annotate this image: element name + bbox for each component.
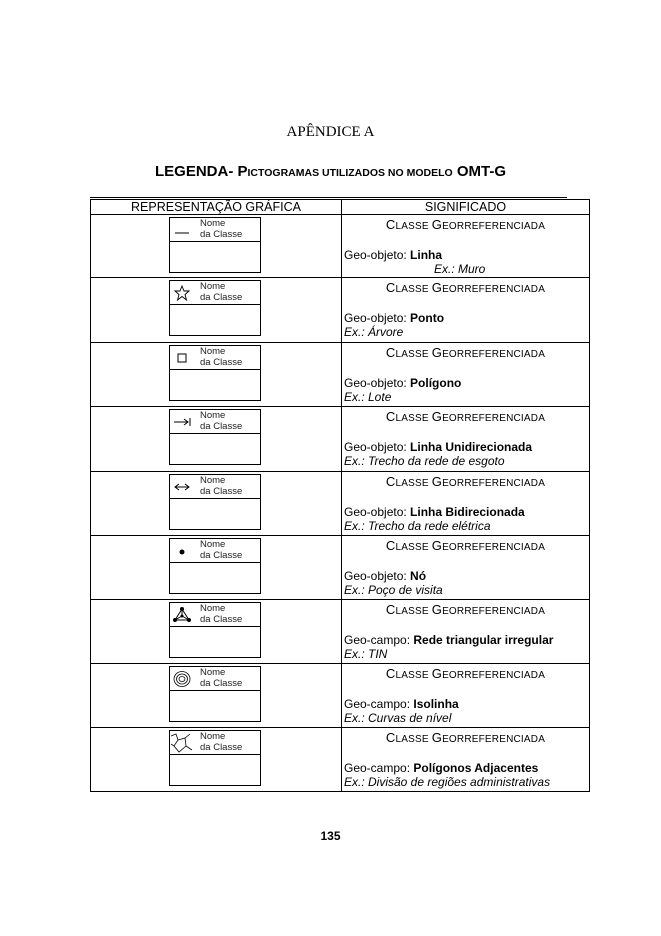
subtitle-prefix: LEGENDA- P [155,163,248,180]
adjacent-polygons-icon [170,731,194,754]
meaning-cell [342,215,590,278]
class-name-line2: da Classe [200,292,243,303]
class-box [169,730,261,786]
class-box [169,602,261,658]
class-box [169,409,261,465]
class-name-compartment [170,731,260,755]
class-name-line1: Nome [200,667,226,678]
class-name-line2: da Classe [200,742,243,753]
geo-type: Geo-objeto: Linha [344,248,443,262]
class-name-line2: da Classe [200,614,243,625]
class-name-line2: da Classe [200,486,243,497]
legend-subtitle [155,163,506,180]
classe-georreferenciada: CLASSE GEORREFERENCIADA [385,666,546,681]
table-row [91,278,590,343]
class-name-line2: da Classe [200,421,243,432]
classe-georreferenciada: CLASSE GEORREFERENCIADA [385,602,546,617]
geo-type: Geo-campo: Rede triangular irregular [344,633,554,647]
class-box [169,280,261,336]
class-name-label [200,218,242,240]
class-name-line1: Nome [200,603,226,614]
meaning-cell [342,407,590,472]
page-number: 135 [320,829,341,843]
legend-table [90,199,590,792]
arrow-both-icon [170,475,194,498]
table-row [91,343,590,407]
meaning-cell [342,664,590,728]
subtitle-suffix: OMT-G [452,163,506,180]
class-name-compartment [170,410,260,434]
dot-icon [170,539,194,562]
class-name-label [200,539,242,561]
class-name-line1: Nome [200,218,226,229]
class-box [169,217,261,273]
geo-type: Geo-campo: Isolinha [344,697,459,711]
representation-cell [91,728,342,792]
contour-icon [170,667,194,690]
subtitle-smallcaps: ICTOGRAMAS UTILIZADOS NO MODELO [247,167,453,179]
example-text: Ex.: Lote [344,390,392,404]
class-name-compartment [170,667,260,691]
class-box [169,345,261,401]
class-box [169,538,261,594]
representation-cell [91,278,342,343]
example-text: Ex.: Trecho da rede de esgoto [344,454,505,468]
example-text: Ex.: Muro [434,262,486,276]
classe-georreferenciada: CLASSE GEORREFERENCIADA [385,474,546,489]
classe-georreferenciada: CLASSE GEORREFERENCIADA [385,538,546,553]
class-name-line2: da Classe [200,550,243,561]
representation-cell [91,343,342,407]
star-icon [170,281,194,304]
classe-georreferenciada: CLASSE GEORREFERENCIADA [385,280,546,295]
classe-georreferenciada: CLASSE GEORREFERENCIADA [385,217,546,232]
meaning-cell [342,536,590,600]
representation-cell [91,664,342,728]
table-header-row [91,200,590,215]
representation-cell [91,472,342,536]
table-row [91,600,590,664]
classe-georreferenciada: CLASSE GEORREFERENCIADA [385,345,546,360]
geo-type: Geo-campo: Polígonos Adjacentes [344,761,539,775]
arrow-right-icon [170,410,194,433]
example-text: Ex.: Divisão de regiões administrativas [344,775,551,789]
header-right: SIGNIFICADO [342,200,590,215]
class-name-compartment [170,346,260,370]
class-name-line2: da Classe [200,357,243,368]
geo-type: Geo-objeto: Polígono [344,376,462,390]
triangle-network-icon [170,603,194,626]
table-row [91,472,590,536]
example-text: Ex.: Trecho da rede elétrica [344,519,491,533]
table-row [91,536,590,600]
table-row [91,664,590,728]
meaning-cell [342,728,590,792]
example-text: Ex.: Árvore [344,325,404,339]
class-name-label [200,346,242,368]
class-name-line1: Nome [200,410,226,421]
table-row [91,728,590,792]
representation-cell [91,600,342,664]
class-name-compartment [170,218,260,242]
class-name-line1: Nome [200,281,226,292]
header-left: REPRESENTAÇÃO GRÁFICA [91,200,342,215]
class-name-label [200,667,242,689]
class-name-compartment [170,603,260,627]
class-name-compartment [170,475,260,499]
top-divider [90,197,567,198]
meaning-cell [342,343,590,407]
class-name-line1: Nome [200,539,226,550]
class-name-compartment [170,281,260,305]
page-title: APÊNDICE A [286,124,375,140]
class-name-line1: Nome [200,475,226,486]
class-name-label [200,603,242,625]
class-name-label [200,281,242,303]
class-name-label [200,410,242,432]
table-row [91,215,590,278]
class-name-label [200,475,242,497]
square-icon [170,346,194,369]
meaning-cell [342,600,590,664]
meaning-cell [342,472,590,536]
example-text: Ex.: TIN [344,647,388,661]
class-name-line2: da Classe [200,678,243,689]
line-icon [170,218,194,241]
representation-cell [91,407,342,472]
classe-georreferenciada: CLASSE GEORREFERENCIADA [385,730,546,745]
representation-cell [91,536,342,600]
class-name-compartment [170,539,260,563]
class-name-line1: Nome [200,731,226,742]
class-box [169,474,261,530]
example-text: Ex.: Poço de visita [344,583,443,597]
geo-type: Geo-objeto: Linha Bidirecionada [344,505,525,519]
representation-cell [91,215,342,278]
class-name-line2: da Classe [200,229,243,240]
meaning-cell [342,278,590,343]
classe-georreferenciada: CLASSE GEORREFERENCIADA [385,409,546,424]
table-row [91,407,590,472]
geo-type: Geo-objeto: Nó [344,569,427,583]
geo-type: Geo-objeto: Linha Unidirecionada [344,440,533,454]
class-name-line1: Nome [200,346,226,357]
class-name-label [200,731,242,753]
class-box [169,666,261,722]
geo-type: Geo-objeto: Ponto [344,311,445,325]
example-text: Ex.: Curvas de nível [344,711,452,725]
